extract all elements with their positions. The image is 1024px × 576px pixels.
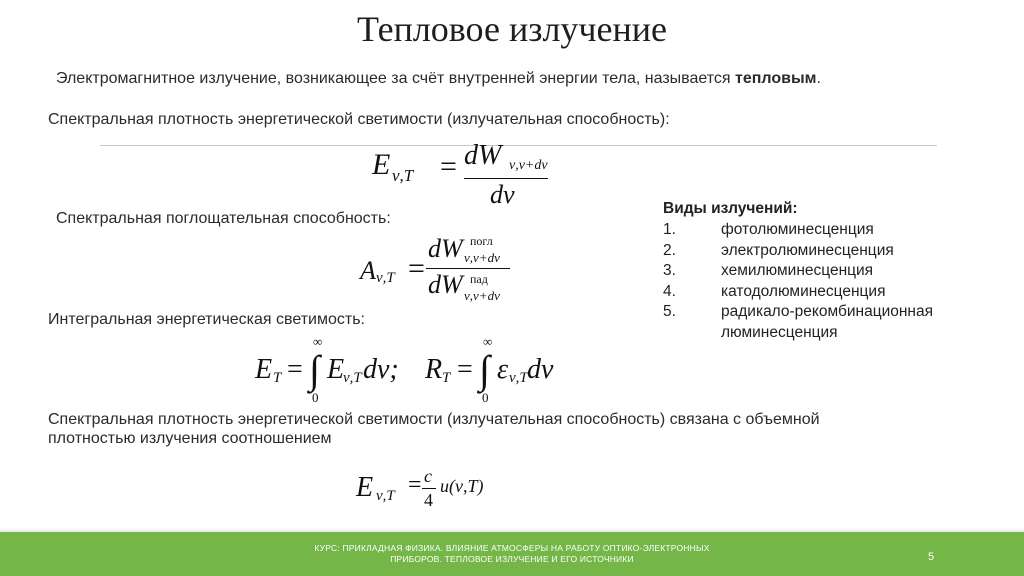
page-number: 5	[928, 551, 935, 563]
f1-den: dν	[490, 180, 515, 209]
f3-r: R	[425, 354, 443, 385]
f2-eq: =	[408, 252, 425, 285]
f3-lower1: 0	[312, 390, 319, 405]
formula-relation	[356, 464, 516, 514]
f4-fraction-bar	[422, 488, 436, 489]
footer-line1: КУРС: ПРИКЛАДНАЯ ФИЗИКА. ВЛИЯНИЕ АТМОСФЕРЫ НА РАБОТУ ОПТИКО-ЭЛЕКТРОННЫХ	[314, 543, 710, 553]
footer-line2: ПРИБОРОВ. ТЕПЛОВОЕ ИЗЛУЧЕНИЕ И ЕГО ИСТОЧНИКИ	[390, 554, 634, 564]
slide-title: Тепловое излучение	[356, 9, 668, 49]
list-item-label: катодолюминесценция	[721, 282, 886, 300]
footer-course-text	[300, 543, 724, 565]
f1-num: dW	[464, 140, 502, 171]
f3-body1: E	[327, 354, 345, 385]
list-item-num: 5.	[663, 303, 676, 320]
f3-eq1: =	[287, 354, 303, 385]
f3-d1: dν;	[363, 354, 399, 385]
spectral-density-label: Спектральная плотность энергетической светимости (излучательная способность):	[48, 111, 670, 128]
f2-den-sup: пад	[470, 272, 488, 286]
intro-text	[56, 70, 821, 88]
list-item-num	[663, 323, 721, 344]
formula-emissivity	[372, 140, 572, 210]
list-item-num: 4.	[663, 282, 676, 300]
f4-num: c	[424, 466, 432, 486]
relation-text-line1: Спектральная плотность энергетической светимости (излучательная способность) связана с объемной	[48, 411, 820, 428]
list-item	[663, 323, 933, 344]
f4-eq: =	[408, 472, 422, 498]
list-item-label: радикало-рекомбинационная	[721, 303, 933, 320]
f2-lhs: A	[360, 256, 376, 285]
f3-e-sub: T	[273, 370, 282, 386]
absorption-label: Спектральная поглощательная способность:	[56, 210, 391, 227]
formula-absorptivity	[360, 228, 540, 310]
f1-lhs: E	[372, 148, 391, 181]
f3-eq2: =	[457, 354, 473, 385]
list-item-num: 3.	[663, 262, 676, 279]
f4-den: 4	[424, 490, 433, 510]
f3-e: E	[255, 354, 273, 385]
f1-eq: =	[440, 150, 457, 183]
list-item-num: 2.	[663, 241, 676, 259]
list-item	[663, 302, 933, 323]
f3-integral2: ∫	[479, 347, 490, 392]
f3-r-sub: T	[442, 370, 451, 386]
f2-lhs-sub: ν,T	[376, 270, 395, 286]
formula-integral	[255, 334, 565, 410]
f3-integral1: ∫	[309, 347, 320, 392]
radiation-types-header: Виды излучений:	[663, 200, 798, 217]
f2-den-sub: ν,ν+dν	[464, 288, 500, 303]
f4-lhs: E	[356, 472, 374, 503]
list-item-num: 1.	[663, 221, 676, 238]
intro-end: .	[816, 70, 821, 87]
list-item	[663, 261, 933, 282]
radiation-types-list	[663, 200, 933, 343]
f1-fraction-bar	[464, 178, 548, 179]
f2-num: dW	[428, 234, 463, 263]
f2-num-sup: погл	[470, 234, 493, 248]
f3-body2: ε	[497, 354, 509, 385]
list-item-label: хемилюминесценция	[721, 262, 874, 279]
f2-den: dW	[428, 270, 463, 299]
f4-lhs-sub: ν,T	[376, 488, 395, 504]
list-item	[663, 220, 933, 241]
list-item-label: люминесценция	[721, 323, 838, 341]
f4-rhs: u(ν,T)	[440, 476, 484, 496]
integral-label: Интегральная энергетическая светимость:	[48, 311, 365, 328]
relation-text-line2: плотностью излучения соотношением	[48, 430, 332, 447]
f3-upper2: ∞	[483, 334, 493, 349]
f3-upper1: ∞	[313, 334, 323, 349]
f3-body1-sub: ν,T	[343, 370, 362, 386]
f3-body2-sub: ν,T	[509, 370, 528, 386]
f2-fraction-bar	[426, 268, 510, 269]
f1-lhs-sub: ν,T	[392, 166, 414, 185]
intro-bold: тепловым	[735, 70, 817, 87]
list-item	[663, 241, 933, 262]
f3-lower2: 0	[482, 390, 489, 405]
f2-num-sub: ν,ν+dν	[464, 250, 500, 265]
f3-d2: dν	[527, 354, 554, 385]
list-item-label: электролюминесценция	[721, 241, 894, 259]
f1-num-sub: ν,ν+dν	[509, 158, 548, 173]
list-item	[663, 282, 933, 303]
intro-main: Электромагнитное излучение, возникающее за счёт внутренней энергии тела, называется	[56, 70, 736, 87]
list-item-label: фотолюминесценция	[721, 221, 874, 238]
